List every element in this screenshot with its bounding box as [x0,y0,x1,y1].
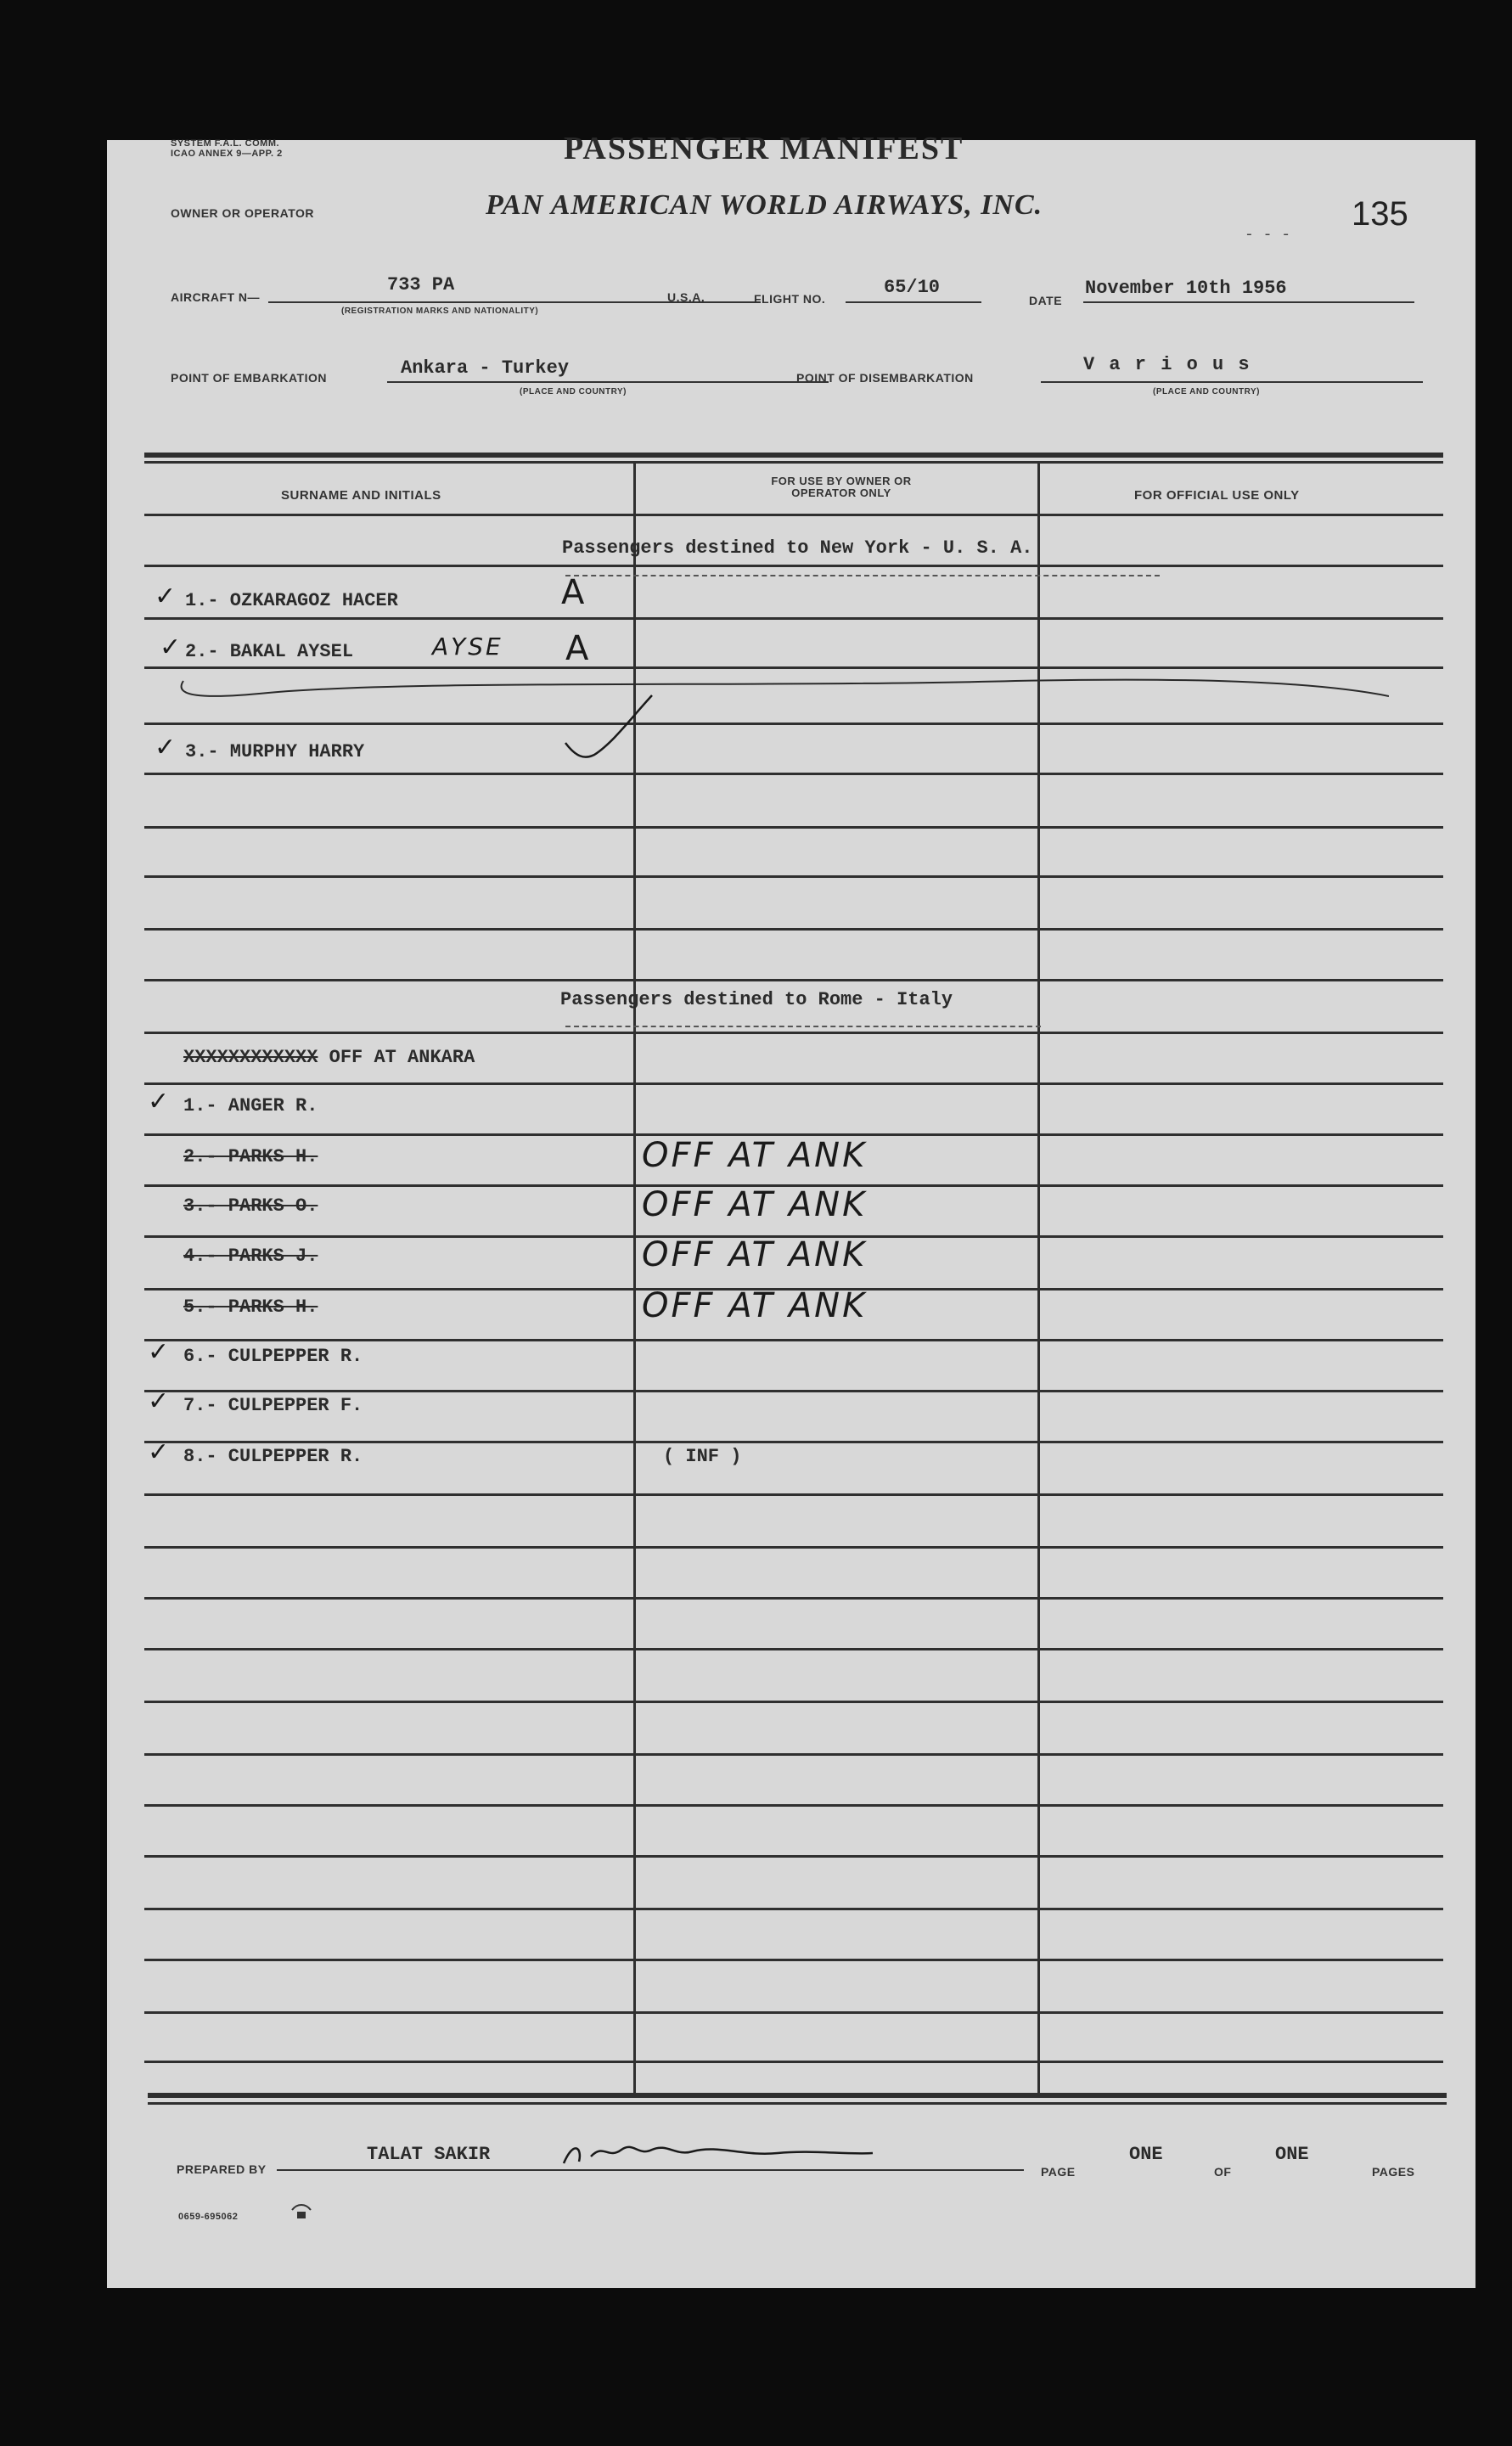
check-mark: ✓ [155,733,179,762]
passenger-entry: 3.- PARKS O. [183,1195,318,1217]
row-rule [144,1804,1443,1807]
handwritten-check [564,692,657,768]
form-title: PASSENGER MANIFEST [564,131,964,166]
column-header-surname: SURNAME AND INITIALS [281,488,441,503]
printer-mark-icon [289,2201,314,2227]
passenger-entry: 1.- ANGER R. [183,1095,318,1116]
check-mark: ✓ [148,1087,172,1116]
table-bottom-rule [148,2093,1447,2098]
embark-label: POINT OF EMBARKATION [171,371,327,385]
check-mark: ✓ [160,633,184,662]
system-line-1: SYSTEM F.A.L. COMM. [171,138,280,149]
aircraft-value: 733 PA [387,274,455,295]
owner-label: OWNER OR OPERATOR [171,206,314,220]
disembark-label: POINT OF DISEMBARKATION [796,371,974,385]
row-rule [144,1032,1443,1034]
form-code: 0659-695062 [178,2212,239,2222]
handwritten-mark: A [561,573,587,612]
passenger-entry: 1.- OZKARAGOZ HACER [185,590,398,611]
operator-note: OFF AT ANK [642,1286,868,1325]
operator-note: OFF AT ANK [642,1136,868,1175]
handwritten-mark: A [565,629,592,668]
of-value: ONE [1275,2144,1309,2165]
table-bottom-rule-2 [148,2102,1447,2105]
owner-value: PAN AMERICAN WORLD AIRWAYS, INC. [486,189,1043,221]
system-reference [171,138,283,159]
operator-note: OFF AT ANK [642,1185,868,1224]
row-rule [144,723,1443,725]
embark-value: Ankara - Turkey [401,357,570,379]
row-rule [144,928,1443,931]
disembark-sublabel: (PLACE AND COUNTRY) [1153,387,1260,396]
passenger-entry: 3.- MURPHY HARRY [185,741,365,762]
row-rule [144,2011,1443,2014]
passenger-entry: 4.- PARKS J. [183,1245,318,1267]
row-rule [144,1701,1443,1703]
pages-label: PAGES [1372,2165,1415,2179]
row-rule [144,2061,1443,2063]
row-rule [144,1753,1443,1756]
subheading-text: OFF AT ANKARA [329,1047,475,1068]
handwritten-name: AYSE [432,633,503,661]
system-line-2: ICAO ANNEX 9—APP. 2 [171,149,283,159]
usa-label: U.S.A. [667,290,705,304]
embark-sublabel: (PLACE AND COUNTRY) [520,387,627,396]
of-label: OF [1214,2165,1232,2179]
row-rule [144,1339,1443,1341]
row-rule [144,826,1443,829]
struck-subheading [183,1047,475,1068]
row-rule [144,1959,1443,1961]
disembark-value: V a r i o u s [1083,354,1251,375]
aircraft-sublabel: (REGISTRATION MARKS AND NATIONALITY) [341,306,539,316]
aircraft-label: AIRCRAFT N— [171,290,261,304]
disembark-line [1041,381,1423,383]
passenger-entry: 5.- PARKS H. [183,1296,318,1318]
signature [557,2131,880,2173]
row-rule [144,1390,1443,1392]
row-rule [144,565,1443,567]
passenger-entry: 2.- PARKS H. [183,1146,318,1167]
row-rule [144,773,1443,775]
hand-drawn-separator [166,671,1389,713]
page-label: PAGE [1041,2165,1076,2179]
page-value: ONE [1129,2144,1163,2165]
page-number: 135 [1352,195,1408,233]
check-mark: ✓ [155,582,179,611]
row-rule [144,1546,1443,1549]
row-rule [144,514,1443,516]
check-mark: ✓ [148,1337,172,1367]
column-header-official: FOR OFFICIAL USE ONLY [1134,488,1300,503]
row-rule [144,875,1443,878]
row-rule [144,1855,1443,1858]
row-rule [144,617,1443,620]
section1-heading-underline [565,575,1160,577]
flight-value: 65/10 [884,277,941,298]
table-top-rule [144,453,1443,458]
passenger-entry: 6.- CULPEPPER R. [183,1346,363,1367]
date-label: DATE [1029,294,1063,307]
row-rule [144,1082,1443,1085]
passenger-entry: 2.- BAKAL AYSEL [185,641,354,662]
flight-line [846,301,981,303]
row-rule [144,979,1443,981]
date-line [1083,301,1414,303]
operator-note: OFF AT ANK [642,1235,868,1274]
table-top-rule-2 [144,461,1443,464]
passenger-entry: 7.- CULPEPPER F. [183,1395,363,1416]
prepared-label: PREPARED BY [177,2162,267,2176]
row-rule [144,1597,1443,1600]
row-rule [144,666,1443,669]
check-mark: ✓ [148,1386,172,1416]
date-value: November 10th 1956 [1085,278,1287,299]
manifest-sheet [107,131,1475,2288]
row-rule [144,1648,1443,1650]
prepared-value: TALAT SAKIR [367,2144,491,2165]
row-rule [144,1493,1443,1496]
row-rule [144,1908,1443,1910]
section2-heading: Passengers destined to Rome - Italy [560,989,953,1010]
row-rule [144,1441,1443,1443]
struck-text: XXXXXXXXXXXX [183,1047,318,1068]
page-number-dashes: - - - [1245,227,1291,244]
section1-heading: Passengers destined to New York - U. S. A. [562,537,1033,559]
passenger-entry: 8.- CULPEPPER R. [183,1446,363,1467]
embark-line [387,381,829,383]
check-mark: ✓ [148,1437,172,1467]
operator-note: ( INF ) [663,1446,742,1467]
section2-heading-underline [565,1026,1041,1028]
column-header-owner: FOR USE BY OWNER OR OPERATOR ONLY [771,475,912,499]
flight-label: FLIGHT NO. [754,292,826,306]
